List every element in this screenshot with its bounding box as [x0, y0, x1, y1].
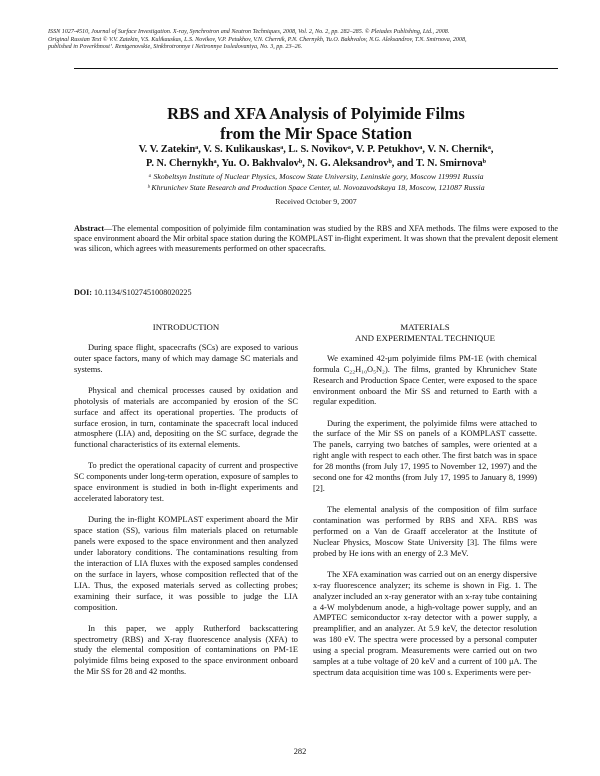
page-number: 282: [293, 747, 307, 756]
abstract-label: Abstract: [74, 224, 105, 233]
journal-header-line: ISSN 1027-4510, Journal of Surface Investigation. X-ray, Synchrotron and Neutron Techniques, 2008, Vol. 2, No. 2, pp. 282–285. © Pleiades Publishing, Ltd., 2008.: [48, 29, 450, 35]
paragraph: The elemental analysis of the composition of film surface contamination was performed by RBS and XFA. RBS was performed on a Van de Graaff accelerator at the Institute of Nuclear Physics, Moscow State University [3]. The films were probed by He ions with an energy of 2.3 MeV.: [313, 505, 537, 558]
author-list: [74, 143, 558, 171]
journal-header: [48, 29, 558, 52]
paper-title: [74, 104, 558, 144]
abstract-text: —The elemental composition of polyimide film contamination was studied by the RBS and XFA methods. The films were exposed to the space environment aboard the Mir orbital space station during the KOMPLAST in-flight experiment. It was shown that the prevalent deposit element was silicon, which agrees with measurements performed on other spacecrafts.: [74, 224, 558, 254]
left-column: [74, 322, 298, 678]
author-line: P. N. Chernykhᵃ, Yu. O. Bakhvalovᵇ, N. G. Aleksandrovᵇ, and T. N. Smirnovaᵇ: [145, 158, 487, 169]
title-line: from the Mir Space Station: [220, 124, 412, 143]
section-heading-text: AND EXPERIMENTAL TECHNIQUE: [354, 332, 496, 343]
title-line: RBS and XFA Analysis of Polyimide Films: [167, 104, 465, 123]
header-rule: [74, 68, 558, 69]
section-heading-introduction: [74, 322, 298, 333]
section-heading-methods: [313, 322, 537, 344]
paragraph: During the in-flight KOMPLAST experiment aboard the Mir space station (SS), various film materials placed on returnable panels were exposed to the space environment and then analyzed under laboratory conditions. The contaminations resulting from the interaction of LIA fluxes with the exposed samples condensed on the surface in layers, whose composition reflected that of the LIA. Thus, the exposed materials served as collecting probes; examining their surface, it was possible to judge the LIA composition.: [74, 515, 298, 612]
section-heading-text: MATERIALS: [400, 322, 450, 332]
abstract: [74, 224, 558, 255]
affiliations: [74, 172, 558, 193]
paragraph: Physical and chemical processes caused by oxidation and photolysis of materials are accompanied by erosion of the SC surface and affect its operational properties. The products of surface erosion, in turn, contaminate the spacecraft local induced atmosphere (LIA) and, depositing on the SC surface, degrade the functional characteristics of its external elements.: [74, 385, 298, 450]
paragraph: The XFA examination was carried out on an energy dispersive x-ray fluorescence analyzer; its scheme is shown in Fig. 1. The analyzer included an x-ray generator with an x-ray tube containing a 4-W molybdenum anode, a high-voltage power supply, and an AMPTEC semiconductor x-ray detector with a power supply, a preamplifier, and an analyzer. At 5.9 keV, the detector resolution was 180 eV. The spectra were processed by a personal computer using a special program. Measurements were carried out on two samples at a tube voltage of 20 keV and a current of 100 μA. The spectrum data acquisition time was 100 s. Experiments were per-: [313, 569, 537, 677]
paragraph: To predict the operational capacity of current and prospective SC components under long-term operation, exposure of samples to space environment is studied in both in-flight experiments and accelerated laboratory test.: [74, 461, 298, 504]
affiliation-a: ᵃ Skobeltsyn Institute of Nuclear Physics, Moscow State University, Leninskie gory, Moscow 119991 Russia: [148, 172, 484, 181]
right-column: [313, 322, 537, 679]
paragraph: During space flight, spacecrafts (SCs) are exposed to various outer space factors, many of which may damage SC materials and systems.: [74, 342, 298, 374]
doi-label: DOI:: [74, 288, 92, 297]
doi: [74, 288, 558, 298]
section-heading-text: INTRODUCTION: [152, 322, 220, 332]
paragraph: We examined 42-μm polyimide films PM-1E (with chemical formula C₂₂H₁₀O₅N₂). The films, granted by Khrunichev State Research and Production Space Center, were exposed to the space environment onboard the Mir SS and returned to Earth with a regular expedition.: [313, 353, 537, 407]
received-date: Received October 9, 2007: [275, 197, 357, 206]
journal-header-line: published in Poverkhnost’. Rentgenovskie, Sinkhrotronnye i Neitronnye Issledovaniya, No. 3, pp. 23–26.: [48, 44, 303, 51]
paragraph: In this paper, we apply Rutherford backscattering spectrometry (RBS) and X-ray fluorescence analysis (XFA) to study the elemental composition of contaminations on PM-1E polyimide films being exposed to the space environment onboard the Mir SS for 28 and 42 months.: [74, 623, 298, 677]
doi-value[interactable]: 10.1134/S1027451008020225: [92, 288, 192, 297]
paragraph: During the experiment, the polyimide films were attached to the surface of the Mir SS on panels of a KOMPLAST cassette. The panels, carrying two batches of samples, were oriented at a right angle with respect to each other. The first batch was in space for 28 months (from July 17, 1995 to November 12, 1997) and the second one for 42 months (from July 17, 1995 to January 8, 1999) [2].: [313, 418, 537, 493]
journal-header-line: Original Russian Text © V.V. Zatekin, V.S. Kulikauskas, L.S. Novikov, V.P. Petukhov, V.N. Chernik, P.N. Chernykh, Yu.O. Bakhvalov, N.G. Aleksandrov, T.N. Smirnova, 2008,: [48, 36, 467, 43]
affiliation-b: ᵇ Khrunichev State Research and Production Space Center, ul. Novozavodskaya 18, Moscow, 121087 Russia: [147, 182, 485, 192]
author-line: V. V. Zatekinᵃ, V. S. Kulikauskasᵃ, L. S. Novikovᵃ, V. P. Petukhovᵃ, V. N. Chernikᵃ,: [138, 144, 494, 155]
